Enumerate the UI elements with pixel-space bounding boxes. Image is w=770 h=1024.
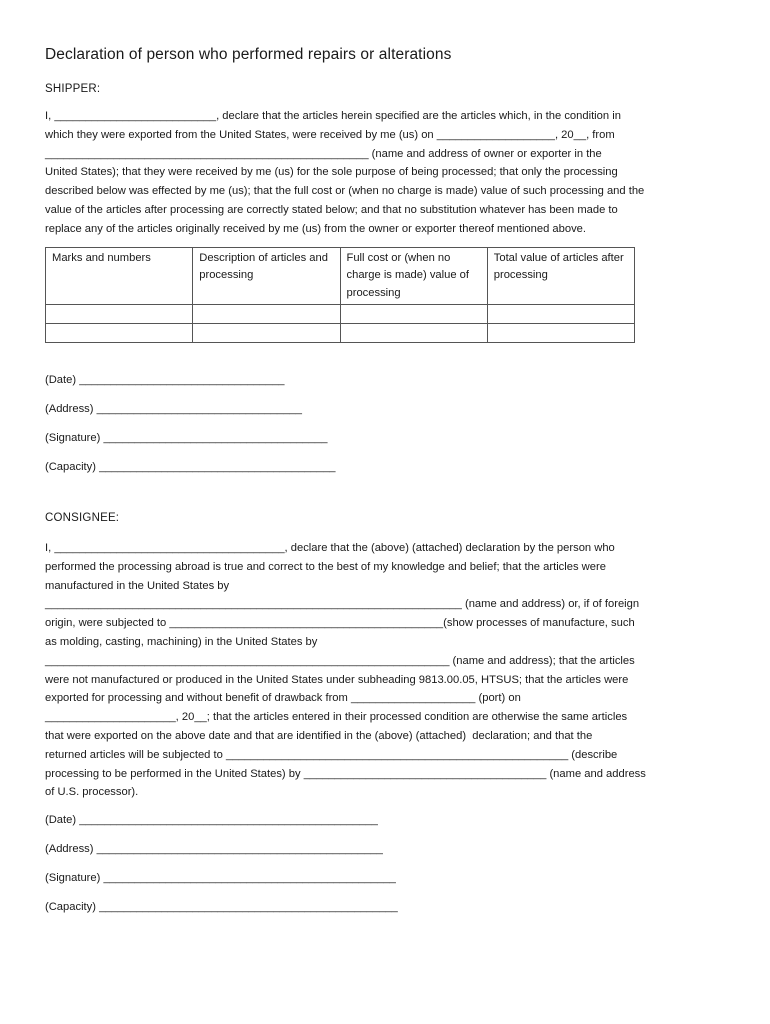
table-cell[interactable] <box>46 305 193 324</box>
table-cell[interactable] <box>340 324 487 343</box>
table-cell[interactable] <box>193 305 340 324</box>
table-row <box>46 305 635 324</box>
consignee-signature-field[interactable]: (Signature) _______________________________________________ <box>45 872 396 885</box>
table-header-row <box>46 247 635 305</box>
header-description: Description of articles and processing <box>193 247 340 305</box>
processing-table <box>45 247 635 344</box>
header-marks-numbers: Marks and numbers <box>46 247 193 305</box>
table-cell[interactable] <box>193 324 340 343</box>
shipper-date-field[interactable]: (Date) _________________________________ <box>45 374 285 387</box>
shipper-label: SHIPPER: <box>45 83 101 95</box>
document-title: Declaration of person who performed repairs or alterations <box>45 46 452 63</box>
consignee-signature-block <box>45 814 730 930</box>
header-total-value: Total value of articles after processing <box>487 247 634 305</box>
consignee-address-field[interactable]: (Address) ______________________________________________ <box>45 843 383 856</box>
consignee-statement: I, _____________________________________, declare that the (above) (attached) declaration by the person who performed the processing abroad is true and correct to the best of my knowledge and belief; that the articles were manufactured in the United States by ___________________________________________________________________ (name and address) or, if of foreign origin, were subjected to ____________________________________________(show processes of manufacture, such as molding, casting, machining) in the United States by _________________________________________________________________ (name and address); that the articles were not manufactured or produced in the United States under subheading 9813.00.05, HTSUS; that the articles were exported for processing and without benefit of drawback from ____________________ (port) on _____________________, 20__; that the articles entered in their processed condition are otherwise the same articles that were exported on the above date and that are identified in the (above) (attached) declaration; and that the returned articles will be subjected to _______________________________________________________ (describe processing to be performed in the United States) by _______________________________________ (name and address of U.S. processor). <box>45 542 646 799</box>
table-cell[interactable] <box>340 305 487 324</box>
table-cell[interactable] <box>487 305 634 324</box>
table-row <box>46 324 635 343</box>
header-full-cost: Full cost or (when no charge is made) value of processing <box>340 247 487 305</box>
consignee-label: CONSIGNEE: <box>45 512 120 525</box>
shipper-capacity-field[interactable]: (Capacity) ______________________________________ <box>45 461 336 474</box>
table-cell[interactable] <box>487 324 634 343</box>
shipper-signature-field[interactable]: (Signature) ____________________________________ <box>45 432 328 445</box>
shipper-signature-block <box>45 374 730 490</box>
document-page <box>45 46 730 930</box>
consignee-date-field[interactable]: (Date) ________________________________________________ <box>45 814 378 827</box>
shipper-address-field[interactable]: (Address) _________________________________ <box>45 403 302 416</box>
shipper-statement: I, __________________________, declare that the articles herein specified are the articles which, in the condition in which they were exported from the United States, were received by me (us) on ___________________, 20__, from ____________________________________________________ (name and address of owner or exporter in the United States); that they were received by me (us) for the sole purpose of being processed; that only the processing described below was effected by me (us); that the full cost or (when no charge is made) value of such processing and the value of the articles after processing are correctly stated below; and that no substitution whatever has been made to replace any of the articles originally received by me (us) from the owner or exporter thereof mentioned above. <box>45 110 645 235</box>
table-cell[interactable] <box>46 324 193 343</box>
consignee-capacity-field[interactable]: (Capacity) ________________________________________________ <box>45 901 398 914</box>
